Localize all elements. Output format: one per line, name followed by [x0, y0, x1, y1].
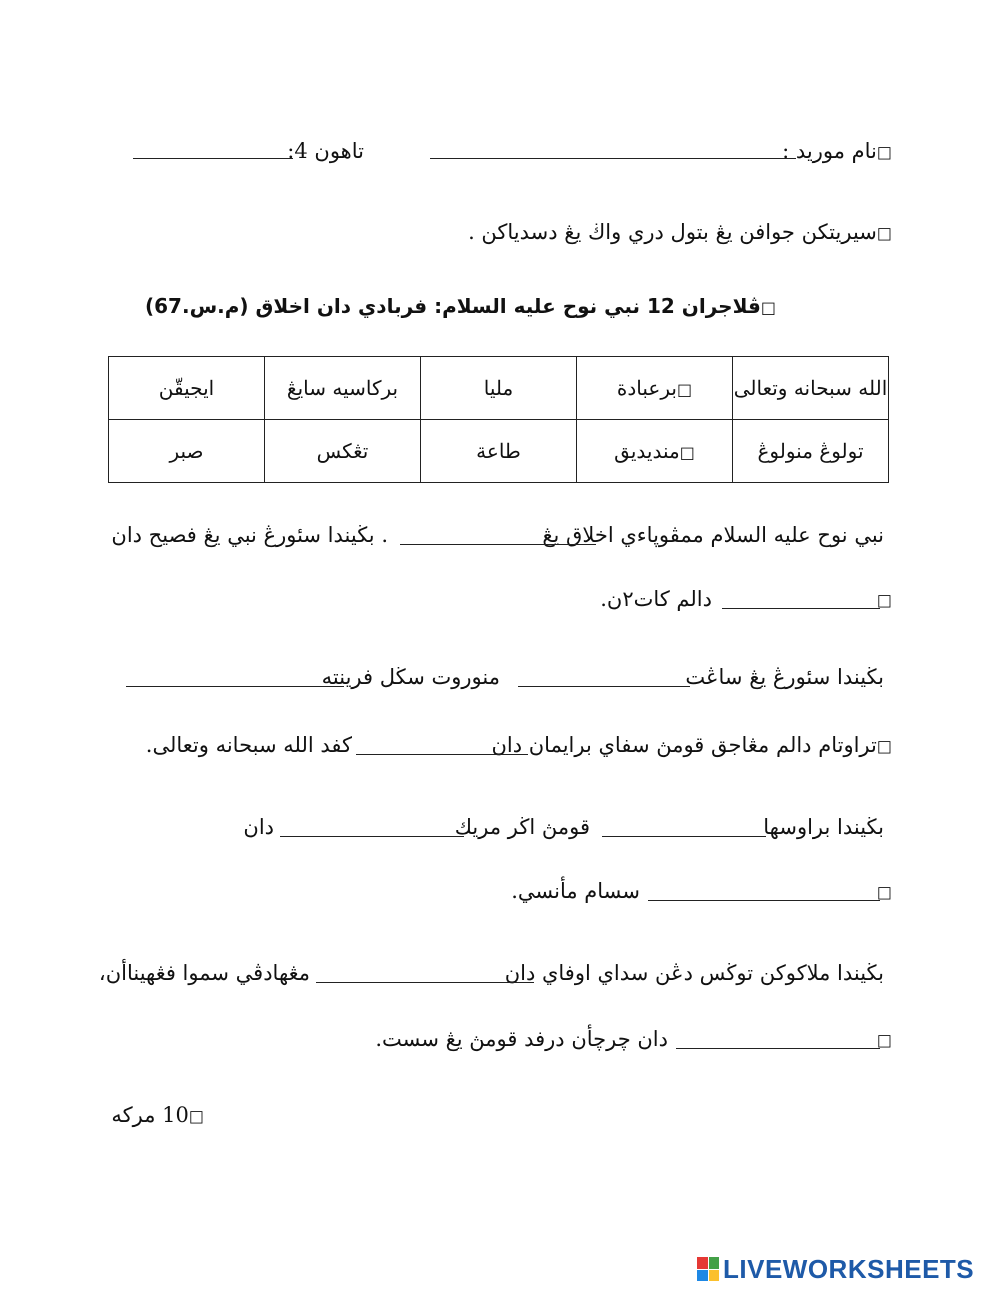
- name-answer-line[interactable]: [430, 158, 796, 159]
- checkbox-icon: □: [876, 590, 892, 610]
- logo-square: [709, 1270, 720, 1282]
- sentence-5-part-a: بڬيندا ملاكوكن توڬس دڠن سداي اوفاي دان: [504, 961, 884, 985]
- word-bank-cell: تولوڠ منولوڠ: [733, 420, 889, 483]
- checkbox-icon: □: [876, 736, 892, 756]
- checkbox-icon: □: [876, 882, 892, 902]
- sentence-3-part-a: □تراوتام دالم مڠاجق قومڽ سفاي برايمان دان: [491, 733, 892, 757]
- word-bank-cell: الله سبحانه وتعالى: [733, 357, 889, 420]
- sentence-5-part-b: مڠهادڤي سموا فڠهيناأن،: [98, 961, 310, 985]
- lesson-title: □ڤلاجران 12 نبي نوح عليه السلام: فربادي دان اخلاق (م.س.67): [144, 294, 776, 318]
- sentence-1-part-c-box: [877, 584, 892, 616]
- year-answer-line[interactable]: [133, 158, 293, 159]
- answer-blank-6[interactable]: [602, 836, 766, 837]
- answer-blank-2[interactable]: [722, 608, 880, 609]
- sentence-1-part-c: دالم كات٢ن.: [600, 587, 712, 611]
- logo-square: [697, 1257, 708, 1269]
- checkbox-icon: □: [188, 1106, 204, 1126]
- sentence-4-part-a: بڬيندا براوسها: [763, 815, 884, 839]
- checkbox-icon: □: [676, 380, 693, 399]
- sentence-4-part-c: دان: [243, 815, 274, 839]
- answer-blank-1[interactable]: [400, 544, 596, 545]
- word-bank-cell: مليا: [421, 357, 577, 420]
- word-bank-cell: طاعة: [421, 420, 577, 483]
- word-bank-row: [109, 357, 889, 420]
- liveworksheets-brand-name: LIVEWORKSHEETS: [723, 1253, 975, 1284]
- sentence-5-part-c: دان چرچأن درفد قومڽ يڠ سست.: [375, 1027, 668, 1051]
- sentence-4-part-d: سسام مأنسي.: [511, 879, 640, 903]
- sentence-4-part-d-box: [877, 876, 892, 908]
- logo-square: [697, 1270, 708, 1282]
- liveworksheets-logo-icon: [697, 1257, 719, 1281]
- answer-blank-7[interactable]: [280, 836, 464, 837]
- checkbox-icon: □: [876, 1030, 892, 1050]
- word-bank-cell: صبر: [109, 420, 265, 483]
- sentence-2-part-a: بڬيندا سئورڠ يڠ ساڠت: [685, 665, 884, 689]
- answer-blank-5[interactable]: [356, 754, 528, 755]
- answer-blank-4[interactable]: [126, 686, 344, 687]
- answer-blank-10[interactable]: [676, 1048, 880, 1049]
- word-bank-cell: □منديديق: [577, 420, 733, 483]
- word-bank-row: [109, 420, 889, 483]
- checkbox-icon: □: [679, 443, 695, 462]
- word-bank-cell: ايجيقّن: [109, 357, 265, 420]
- sentence-1-part-b: . بڬيندا سئورڠ نبي يڠ فصيح دان: [111, 523, 388, 547]
- sentence-2-part-b: منوروت سڬل فرينته: [321, 665, 500, 689]
- name-label: □نام موريد :: [782, 139, 892, 163]
- answer-blank-8[interactable]: [648, 900, 880, 901]
- year-label: تاهون 4:: [287, 139, 364, 163]
- checkbox-icon: □: [876, 142, 892, 162]
- word-bank-cell: □برعبادة: [577, 357, 733, 420]
- sentence-3-part-b: كفد الله سبحانه وتعالى.: [145, 733, 352, 757]
- sentence-4-part-b: قومڽ اڬر مريك: [454, 815, 590, 839]
- word-bank-table: [108, 356, 889, 483]
- answer-blank-3[interactable]: [518, 686, 690, 687]
- sentence-5-part-c-box: [877, 1024, 892, 1056]
- word-bank-cell: تڠكس: [265, 420, 421, 483]
- instruction-text: □سيريتكن جوافن يڠ بتول دري واڬ يڠ دسدياكن .: [468, 220, 892, 244]
- sentence-1-part-a: نبي نوح عليه السلام ممڤوڽاءي اخلاق يڠ: [542, 523, 884, 547]
- checkbox-icon: □: [760, 298, 776, 317]
- marks-label: □10 مركه: [111, 1103, 204, 1127]
- checkbox-icon: □: [876, 223, 892, 243]
- liveworksheets-logo: [697, 1253, 975, 1284]
- logo-square: [709, 1257, 720, 1269]
- answer-blank-9[interactable]: [316, 982, 534, 983]
- word-bank-cell: بركاسيه سايڠ: [265, 357, 421, 420]
